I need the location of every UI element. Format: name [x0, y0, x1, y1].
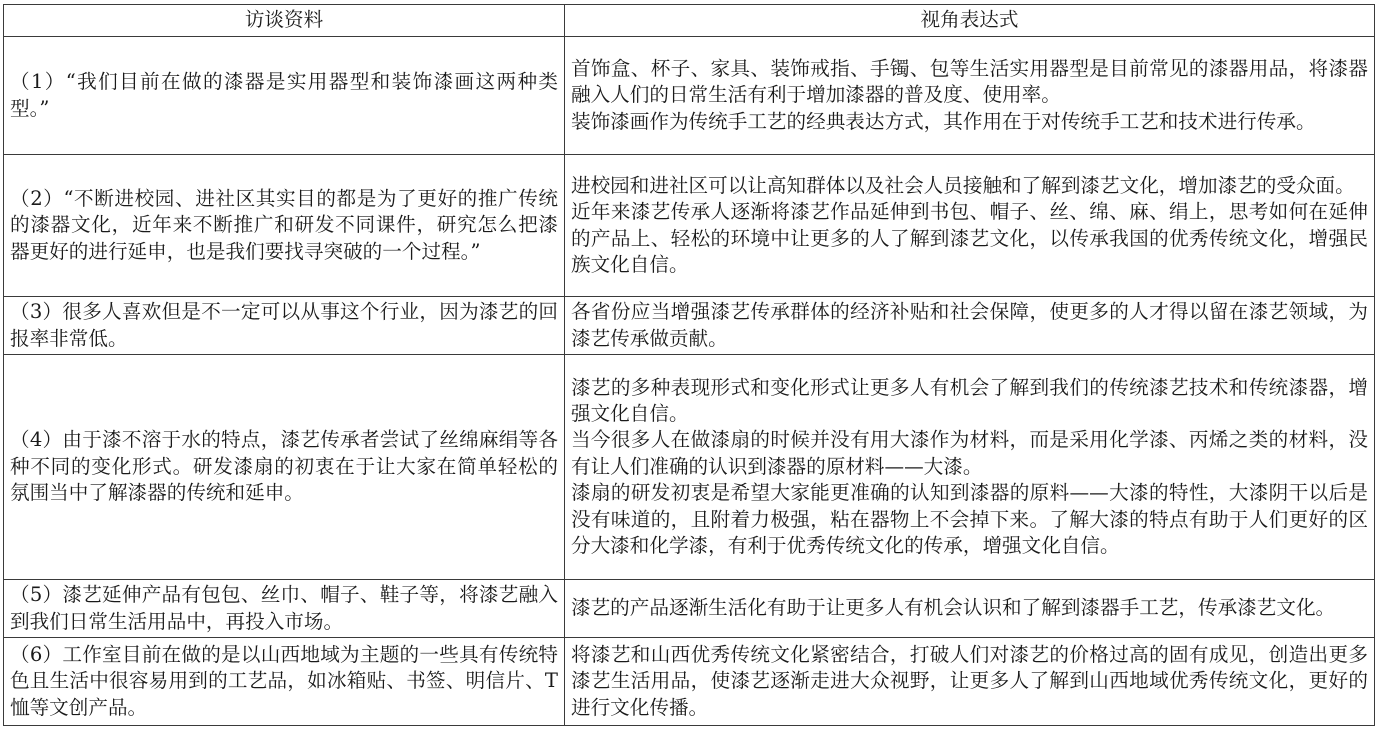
perspective-paragraph: 进校园和进社区可以让高知群体以及社会人员接触和了解到漆艺文化，增加漆艺的受众面。 [571, 173, 1355, 197]
header-interview-material: 访谈资料 [4, 5, 565, 37]
perspective-paragraph: 各省份应当增强漆艺传承群体的经济补贴和社会保障，使更多的人才得以留在漆艺领域，为漆艺传承做贡献。 [571, 300, 1368, 350]
interview-text: （4）由于漆不溶于水的特点，漆艺传承者尝试了丝绵麻绢等各种不同的变化形式。研发漆扇的初衷在于让大家在简单轻松的氛围当中了解漆器的传统和延申。 [10, 428, 558, 505]
perspective-cell [565, 638, 1375, 726]
interview-text: （5）漆艺延伸产品有包包、丝巾、帽子、鞋子等，将漆艺融入到我们日常生活用品中，再投入市场。 [10, 583, 558, 633]
table-row [4, 297, 1375, 355]
perspective-cell [565, 37, 1375, 155]
interview-cell [4, 297, 565, 355]
interview-cell [4, 37, 565, 155]
header-perspective-expression: 视角表达式 [565, 5, 1375, 37]
interview-text: （2）“不断进校园、进社区其实目的都是为了更好的推广传统的漆器文化，近年来不断推广和研发不同课件，研究怎么把漆器更好的进行延申，也是我们要找寻突破的一个过程。” [10, 186, 558, 263]
table-row [4, 638, 1375, 726]
interview-text: （3）很多人喜欢但是不一定可以从事这个行业，因为漆艺的回报率非常低。 [10, 300, 558, 350]
perspective-paragraph: 将漆艺和山西优秀传统文化紧密结合，打破人们对漆艺的价格过高的固有成见，创造出更多漆艺生活用品，使漆艺逐渐走进大众视野，让更多人了解到山西地域优秀传统文化，更好的进行文化传播。 [571, 642, 1368, 719]
interview-cell [4, 638, 565, 726]
interview-cell [4, 155, 565, 297]
perspective-paragraph: 当今很多人在做漆扇的时候并没有用大漆作为材料，而是采用化学漆、丙烯之类的材料，没有让人们准确的认识到漆器的原材料——大漆。 [571, 428, 1368, 478]
perspective-paragraph: 装饰漆画作为传统手工艺的经典表达方式，其作用在于对传统手工艺和技术进行传承。 [571, 109, 1316, 133]
interview-text: （6）工作室目前在做的是以山西地域为主题的一些具有传统特色且生活中很容易用到的工艺品，如冰箱贴、书签、明信片、T恤等文创产品。 [10, 642, 558, 719]
table-row [4, 155, 1375, 297]
perspective-paragraph: 漆扇的研发初衷是希望大家能更准确的认知到漆器的原料——大漆的特性，大漆阴干以后是没有味道的，且附着力极强，粘在器物上不会掉下来。了解大漆的特点有助于人们更好的区分大漆和化学漆，有利于优秀传统文化的传承，增强文化自信。 [571, 481, 1368, 558]
table-row [4, 355, 1375, 580]
perspective-paragraph: 近年来漆艺传承人逐渐将漆艺作品延伸到书包、帽子、丝、绵、麻、绢上，思考如何在延伸的产品上、轻松的环境中让更多的人了解到漆艺文化，以传承我国的优秀传统文化，增强民族文化自信。 [571, 200, 1368, 276]
interview-cell [4, 580, 565, 638]
interview-text: （1）“我们目前在做的漆器是实用器型和装饰漆画这两种类型。” [10, 70, 558, 120]
perspective-cell [565, 580, 1375, 638]
interview-perspective-table [3, 4, 1375, 726]
interview-cell [4, 355, 565, 580]
header-row [4, 5, 1375, 37]
table-row [4, 37, 1375, 155]
perspective-paragraph: 漆艺的多种表现形式和变化形式让更多人有机会了解到我们的传统漆艺技术和传统漆器，增强文化自信。 [571, 375, 1368, 425]
table-row [4, 580, 1375, 638]
perspective-paragraph: 首饰盒、杯子、家具、装饰戒指、手镯、包等生活实用器型是目前常见的漆器用品，将漆器融入人们的日常生活有利于增加漆器的普及度、使用率。 [571, 56, 1368, 107]
perspective-cell [565, 155, 1375, 297]
perspective-cell [565, 355, 1375, 580]
perspective-paragraph: 漆艺的产品逐渐生活化有助于让更多人有机会认识和了解到漆器手工艺，传承漆艺文化。 [571, 596, 1336, 620]
perspective-cell [565, 297, 1375, 355]
